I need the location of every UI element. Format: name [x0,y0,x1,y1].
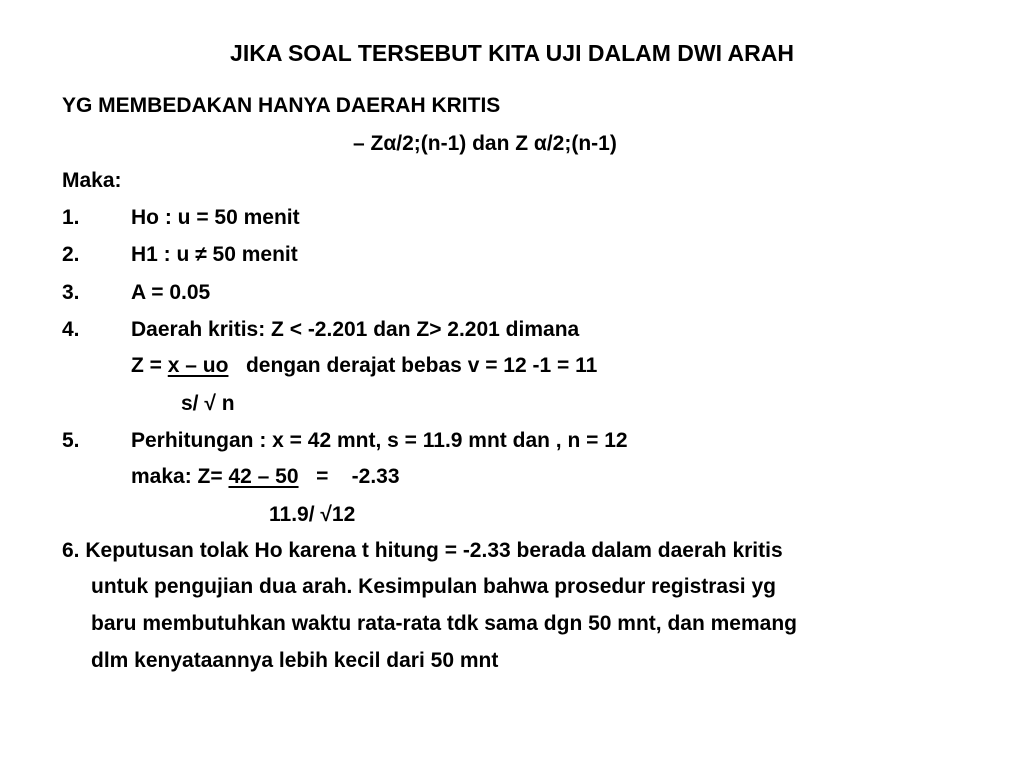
conclusion-line: 6. Keputusan tolak Ho karena t hitung = -2.33 berada dalam daerah kritis [62,539,783,562]
z-formula [131,353,597,379]
list-number: 5. [62,429,80,452]
list-text: Daerah kritis: Z < -2.201 dan Z> 2.201 dimana [131,318,580,341]
z-formula-prefix: Z = [131,354,168,377]
critical-region-expression: – Zα/2;(n-1) dan Z α/2;(n-1) [353,132,617,155]
conclusion-line: baru membutuhkan waktu rata-rata tdk sama dgn 50 mnt, dan memang [91,612,797,635]
slide-title: JIKA SOAL TERSEBUT KITA UJI DALAM DWI ARAH [230,40,794,66]
z-formula-suffix: dengan derajat bebas v = 12 -1 = 11 [245,354,598,377]
calc-equals: = [316,465,329,488]
conclusion-line: dlm kenyataannya lebih kecil dari 50 mnt [91,649,499,672]
calc-numerator: 42 – 50 [228,465,299,488]
list-text: Ho : u = 50 menit [131,206,300,229]
maka-label: Maka: [62,169,122,192]
list-number: 2. [62,243,80,266]
intro-line: YG MEMBEDAKAN HANYA DAERAH KRITIS [62,94,501,117]
list-number: 3. [62,281,80,304]
list-text: Perhitungan : x = 42 mnt, s = 11.9 mnt dan , n = 12 [131,429,628,452]
list-text: H1 : u ≠ 50 menit [131,243,298,266]
z-calculation [131,464,400,490]
list-number: 1. [62,206,80,229]
z-formula-numerator: x – uo [167,354,229,377]
calc-result: -2.33 [351,465,400,488]
z-formula-denominator: s/ √ n [181,392,235,415]
calc-prefix: maka: Z= [131,465,229,488]
list-number: 4. [62,318,80,341]
conclusion-line: untuk pengujian dua arah. Kesimpulan bahwa prosedur registrasi yg [91,575,776,598]
calc-denominator: 11.9/ √12 [269,503,356,526]
list-text: A = 0.05 [131,281,211,304]
